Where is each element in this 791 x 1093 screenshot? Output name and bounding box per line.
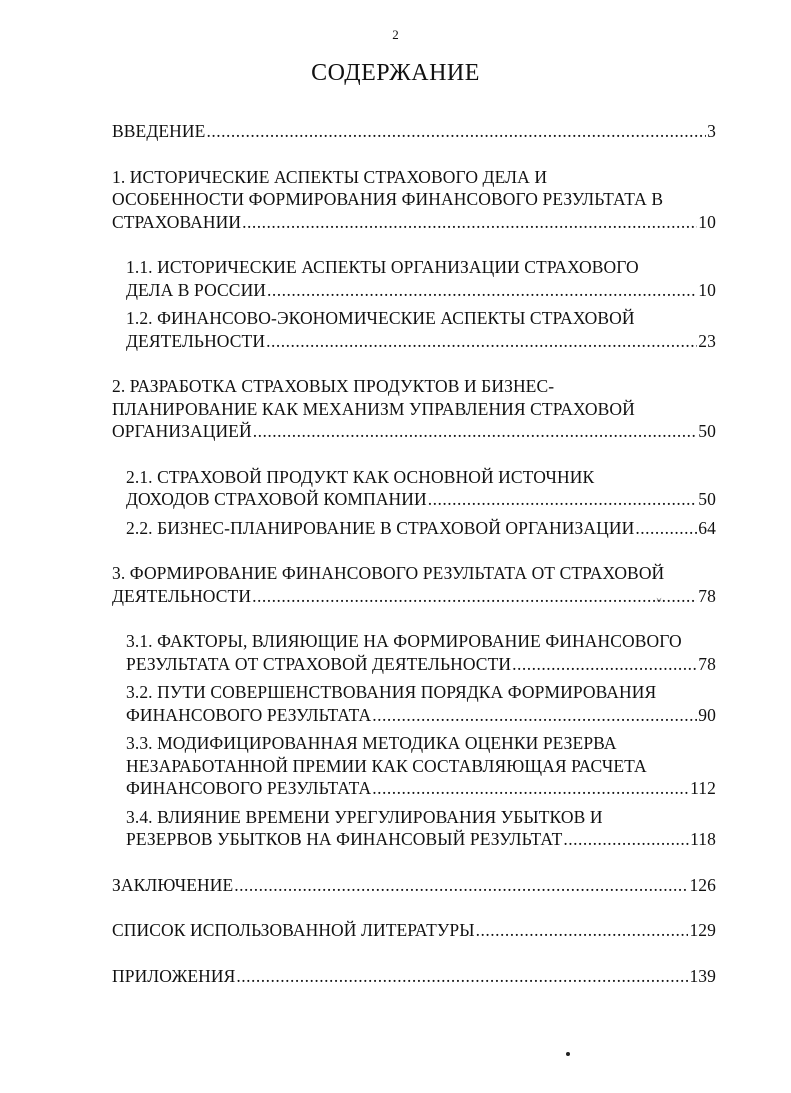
leader-dots: [635, 517, 697, 540]
scan-artifact-dot: [566, 1052, 570, 1056]
toc-entry-chapter-3[interactable]: [112, 562, 716, 607]
toc-entry-title: ЗАКЛЮЧЕНИЕ: [112, 874, 234, 895]
toc-entry-title: ПРИЛОЖЕНИЯ: [112, 965, 236, 986]
page-title: СОДЕРЖАНИЕ: [311, 60, 480, 86]
toc-entry-title: ДЕЛА В РОССИИ: [126, 279, 267, 300]
toc-entry-title: ФИНАНСОВОГО РЕЗУЛЬТАТА: [126, 704, 372, 725]
toc-entry-introduction[interactable]: [112, 120, 716, 143]
toc-entry-title: СПИСОК ИСПОЛЬЗОВАННОЙ ЛИТЕРАТУРЫ: [112, 920, 475, 940]
toc-entry-title: 1. ИСТОРИЧЕСКИЕ АСПЕКТЫ СТРАХОВОГО ДЕЛА И: [112, 166, 548, 187]
toc-entry-title: 3.4. ВЛИЯНИЕ ВРЕМЕНИ УРЕГУЛИРОВАНИЯ УБЫТКОВ И: [126, 806, 603, 827]
toc-entry-title: 3. ФОРМИРОВАНИЕ ФИНАНСОВОГО РЕЗУЛЬТАТА ОТ СТРАХОВОЙ: [112, 563, 665, 583]
table-of-contents: [112, 120, 716, 987]
leader-dots: [236, 965, 688, 988]
toc-entry-title: ВВЕДЕНИЕ: [112, 121, 206, 141]
toc-page-number: 129: [689, 920, 716, 940]
toc-page-number: 112: [690, 778, 716, 798]
toc-page-number: 139: [689, 965, 716, 986]
leader-dots: [512, 653, 697, 676]
scan-artifact: ›‹: [656, 594, 662, 604]
leader-dots: [253, 420, 698, 443]
leader-dots: [267, 279, 697, 302]
toc-entry-section-2-1[interactable]: [126, 466, 716, 511]
toc-entry-title: РЕЗЕРВОВ УБЫТКОВ НА ФИНАНСОВЫЙ РЕЗУЛЬТАТ: [126, 829, 563, 849]
toc-page-number: 78: [698, 653, 716, 674]
toc-entry-title: 3.2. ПУТИ СОВЕРШЕНСТВОВАНИЯ ПОРЯДКА ФОРМИРОВАНИЯ: [126, 682, 657, 702]
toc-entry-appendices[interactable]: [112, 965, 716, 988]
toc-page-number: 118: [690, 829, 716, 849]
toc-entry-section-3-4[interactable]: [126, 806, 716, 851]
toc-entry-title: 3.3. МОДИФИЦИРОВАННАЯ МЕТОДИКА ОЦЕНКИ РЕЗЕРВА: [126, 733, 617, 753]
toc-page-number: 50: [698, 421, 716, 441]
toc-entry-title: 1.1. ИСТОРИЧЕСКИЕ АСПЕКТЫ ОРГАНИЗАЦИИ СТРАХОВОГО: [126, 257, 639, 277]
toc-entry-title: ДОХОДОВ СТРАХОВОЙ КОМПАНИИ: [126, 489, 427, 509]
toc-entry-title: 2. РАЗРАБОТКА СТРАХОВЫХ ПРОДУКТОВ И БИЗНЕС-: [112, 376, 555, 396]
toc-entry-section-3-3[interactable]: [126, 732, 716, 800]
toc-page-number: 10: [698, 279, 716, 300]
toc-entry-conclusion[interactable]: [112, 874, 716, 897]
toc-entry-section-1-1[interactable]: [126, 256, 716, 301]
toc-entry-chapter-1[interactable]: [112, 166, 716, 234]
leader-dots: [266, 330, 697, 353]
toc-entry-section-3-2[interactable]: [126, 681, 716, 726]
toc-entry-bibliography[interactable]: [112, 919, 716, 942]
toc-page-number: 3: [707, 121, 716, 141]
leader-dots: [234, 874, 688, 897]
toc-entry-section-3-1[interactable]: [126, 630, 716, 675]
toc-page-number: 78: [698, 585, 716, 606]
toc-entry-chapter-2[interactable]: [112, 375, 716, 443]
toc-entry-title: 1.2. ФИНАНСОВО-ЭКОНОМИЧЕСКИЕ АСПЕКТЫ СТРАХОВОЙ: [126, 308, 635, 328]
page-number: 2: [392, 27, 399, 42]
toc-entry-title: 3.1. ФАКТОРЫ, ВЛИЯЮЩИЕ НА ФОРМИРОВАНИЕ ФИНАНСОВОГО: [126, 631, 682, 651]
toc-page-number: 90: [698, 704, 716, 725]
toc-entry-title: ФИНАНСОВОГО РЕЗУЛЬТАТА: [126, 778, 372, 798]
leader-dots: [372, 704, 697, 727]
toc-page-number: 64: [698, 517, 716, 538]
toc-entry-title: ОСОБЕННОСТИ ФОРМИРОВАНИЯ ФИНАНСОВОГО РЕЗУЛЬТАТА В: [112, 189, 664, 209]
leader-dots: [476, 919, 689, 942]
toc-page-number: 10: [698, 211, 716, 232]
leader-dots: [372, 777, 689, 800]
toc-page-number: 50: [698, 489, 716, 509]
toc-entry-title: ДЕЯТЕЛЬНОСТИ: [126, 330, 266, 351]
leader-dots: [563, 828, 689, 851]
toc-entry-title: РЕЗУЛЬТАТА ОТ СТРАХОВОЙ ДЕЯТЕЛЬНОСТИ: [126, 653, 512, 674]
toc-page-number: 23: [698, 330, 716, 351]
toc-page-number: 126: [689, 874, 716, 895]
leader-dots: [242, 211, 697, 234]
toc-entry-section-1-2[interactable]: [126, 307, 716, 352]
leader-dots: [428, 488, 698, 511]
toc-entry-title: ОРГАНИЗАЦИЕЙ: [112, 421, 252, 441]
leader-dots: [206, 120, 706, 143]
toc-entry-title: 2.1. СТРАХОВОЙ ПРОДУКТ КАК ОСНОВНОЙ ИСТОЧНИК: [126, 466, 595, 487]
toc-entry-title: ПЛАНИРОВАНИЕ КАК МЕХАНИЗМ УПРАВЛЕНИЯ СТРАХОВОЙ: [112, 398, 635, 419]
leader-dots: [252, 585, 697, 608]
toc-entry-section-2-2[interactable]: [126, 517, 716, 540]
toc-entry-title: ДЕЯТЕЛЬНОСТИ: [112, 585, 252, 606]
toc-entry-title: 2.2. БИЗНЕС-ПЛАНИРОВАНИЕ В СТРАХОВОЙ ОРГАНИЗАЦИИ: [126, 517, 635, 538]
toc-entry-title: СТРАХОВАНИИ: [112, 211, 242, 232]
toc-entry-title: НЕЗАРАБОТАННОЙ ПРЕМИИ КАК СОСТАВЛЯЮЩАЯ РАСЧЕТА: [126, 755, 647, 776]
